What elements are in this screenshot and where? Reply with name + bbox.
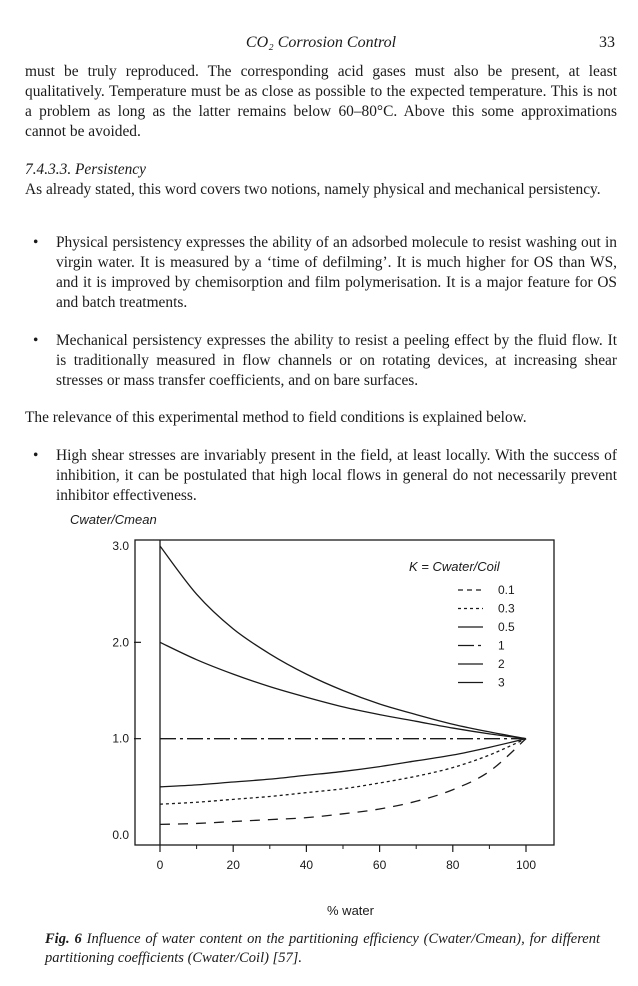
y-tick-label: 3.0 xyxy=(112,539,129,553)
y-tick-label: 0.0 xyxy=(112,828,129,842)
x-axis-label: % water xyxy=(327,903,374,918)
paragraph-3: The relevance of this experimental method to field conditions is explained below. xyxy=(25,409,527,426)
y-tick-label: 1.0 xyxy=(112,731,129,746)
series-line-k-3 xyxy=(160,546,526,739)
legend-label-k-0.5: 0.5 xyxy=(498,620,515,634)
plot-frame xyxy=(135,540,554,845)
running-title: CO₂ Corrosion Control xyxy=(245,34,397,51)
bullet-shear-stresses xyxy=(25,446,617,506)
paragraph-1: must be truly reproduced. The corresponding acid gases must also be present, at least qualitatively. Temperature must be as close as possible to the expected temperature. This is not a problem as long as the latter remains below 60–80°C. Above this some approximations cannot be avoided. xyxy=(25,63,617,140)
y-tick-label: 2.0 xyxy=(112,635,129,650)
bullet-dot: • xyxy=(33,234,39,251)
x-tick-label: 80 xyxy=(446,858,460,872)
legend-label-k-0.3: 0.3 xyxy=(498,601,515,616)
caption-text: Influence of water content on the partitioning efficiency (Cwater/Cmean), for different partitioning coefficients (Cwater/Coil) [57]. xyxy=(45,931,601,966)
bullet-text: Physical persistency expresses the ability of an adsorbed molecule to resist washing out in virgin water. It is measured by a ‘time of defilming’. It is much higher for OS than WS, and it is improved by chemisorption and film polymerisation. It is a major feature for OS and batch treatments. xyxy=(56,234,617,311)
caption-label: Fig. 6 xyxy=(45,931,82,947)
figure-caption xyxy=(45,930,600,968)
bullet-text: High shear stresses are invariably present in the field, at least locally. With the success of inhibition, it can be postulated that high local flows in general do not necessarily prevent inhibitor effectiveness. xyxy=(56,447,617,504)
bullet-physical-persistency xyxy=(25,233,617,313)
legend-label-k-3: 3 xyxy=(498,675,505,690)
legend-label-k-1: 1 xyxy=(498,638,505,653)
x-tick-label: 40 xyxy=(299,858,314,872)
series-line-k-0.5 xyxy=(160,739,526,787)
page-number: 33 xyxy=(599,34,615,51)
x-tick-label: 100 xyxy=(515,858,537,872)
section-heading: 7.4.3.3. Persistency xyxy=(25,161,146,178)
partitioning-chart xyxy=(60,508,580,918)
x-tick-label: 20 xyxy=(226,858,240,872)
bullet-mechanical-persistency xyxy=(25,331,617,391)
y-axis-label: Cwater/Cmean xyxy=(70,512,157,527)
legend-label-k-0.1: 0.1 xyxy=(498,583,515,597)
bullet-text: Mechanical persistency expresses the ability to resist a peeling effect by the fluid flow. It is traditionally measured in flow channels or on rotating devices, at increasing shear stresses or mass transfer coefficients, and on bare surfaces. xyxy=(56,332,617,389)
legend-title: K = Cwater/Coil xyxy=(409,559,500,574)
x-tick-label: 0 xyxy=(156,858,164,872)
running-header xyxy=(25,34,617,56)
x-tick-label: 60 xyxy=(372,858,387,872)
bullet-dot: • xyxy=(33,447,39,464)
legend-label-k-2: 2 xyxy=(498,657,505,671)
bullet-dot: • xyxy=(33,332,39,349)
paragraph-2: As already stated, this word covers two notions, namely physical and mechanical persistency. xyxy=(25,181,601,198)
